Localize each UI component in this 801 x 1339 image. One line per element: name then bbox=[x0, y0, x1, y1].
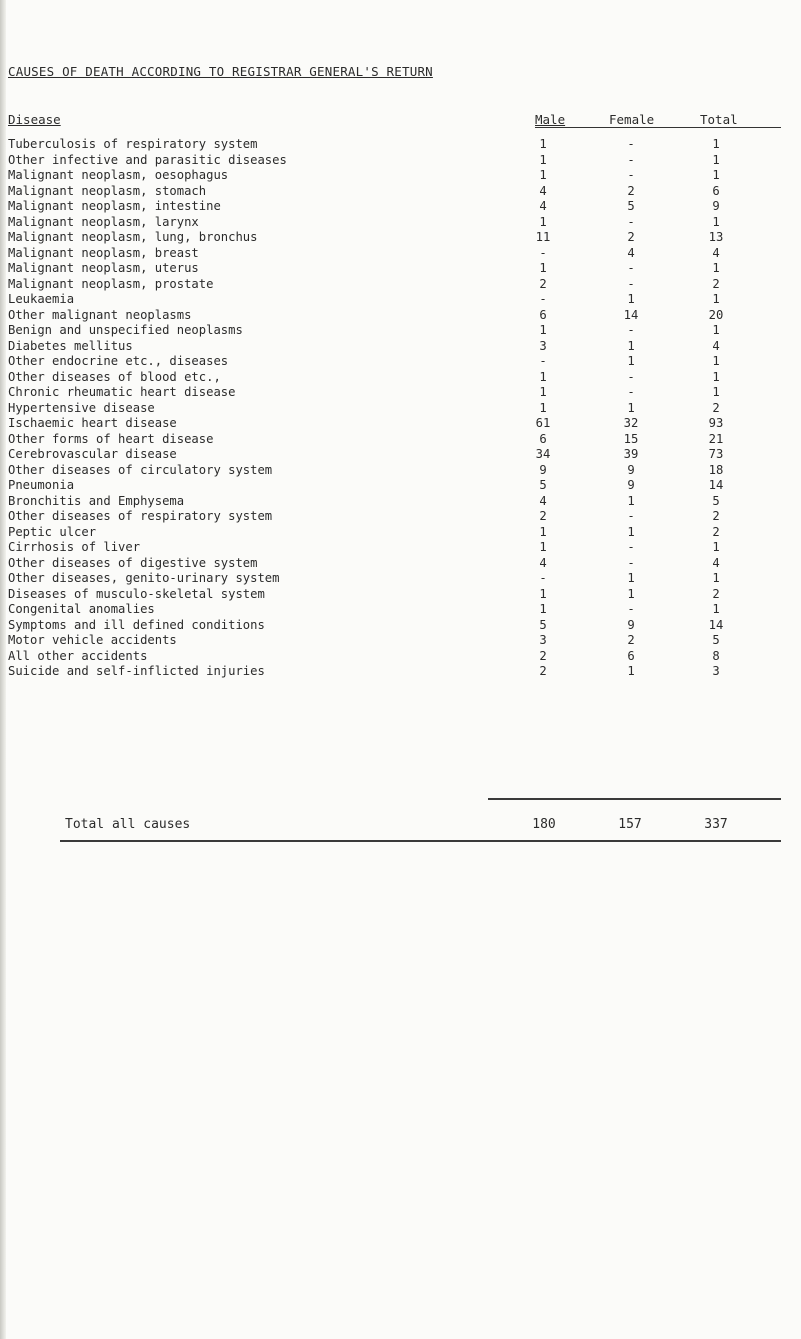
header-total: Total bbox=[700, 112, 738, 127]
total-count: 1 bbox=[712, 540, 720, 554]
male-count: 9 bbox=[539, 462, 547, 477]
total-female: 157 bbox=[618, 817, 642, 832]
male-count: 34 bbox=[535, 447, 551, 461]
female-count: 15 bbox=[623, 431, 639, 446]
total-separator-rule bbox=[488, 798, 781, 800]
female-count: 39 bbox=[623, 447, 639, 461]
female-count: 1 bbox=[627, 664, 635, 678]
male-count: 5 bbox=[539, 478, 547, 492]
total-count: 1 bbox=[712, 354, 720, 368]
female-count: - bbox=[627, 323, 635, 337]
total-count: 1 bbox=[712, 602, 720, 616]
male-count: 1 bbox=[539, 524, 547, 539]
cause-name: Malignant neoplasm, intestine bbox=[8, 199, 221, 213]
female-count: 2 bbox=[627, 230, 635, 244]
table-row bbox=[0, 199, 801, 215]
cause-name: Ischaemic heart disease bbox=[8, 416, 177, 430]
cause-name: Chronic rheumatic heart disease bbox=[8, 385, 236, 399]
total-count: 2 bbox=[712, 586, 720, 601]
female-count: 6 bbox=[627, 648, 635, 663]
cause-name: Other endocrine etc., diseases bbox=[8, 354, 229, 368]
total-count: 1 bbox=[712, 323, 720, 337]
total-count: 20 bbox=[708, 307, 724, 322]
total-count: 2 bbox=[712, 276, 720, 291]
cause-name: Diabetes mellitus bbox=[8, 338, 133, 353]
table-row bbox=[0, 246, 801, 262]
male-count: 1 bbox=[539, 168, 547, 182]
table-row bbox=[0, 354, 801, 370]
male-count: - bbox=[539, 292, 547, 306]
male-count: 4 bbox=[539, 555, 547, 570]
male-count: 5 bbox=[539, 617, 547, 632]
total-count: 1 bbox=[712, 152, 720, 167]
cause-name: Malignant neoplasm, lung, bronchus bbox=[8, 230, 258, 244]
male-count: 1 bbox=[539, 137, 547, 151]
male-count: 1 bbox=[539, 602, 547, 616]
cause-name: Other diseases of blood etc., bbox=[8, 369, 221, 384]
total-count: 4 bbox=[712, 338, 720, 353]
cause-name: Malignant neoplasm, prostate bbox=[8, 276, 214, 291]
cause-name: Hypertensive disease bbox=[8, 400, 155, 415]
table-row bbox=[0, 416, 801, 432]
female-count: 1 bbox=[627, 571, 635, 585]
male-count: 3 bbox=[539, 633, 547, 647]
cause-name: Symptoms and ill defined conditions bbox=[8, 617, 265, 632]
cause-name: Other diseases of digestive system bbox=[8, 555, 258, 570]
total-count: 93 bbox=[708, 416, 724, 430]
female-count: 4 bbox=[627, 245, 635, 260]
female-count: - bbox=[627, 385, 635, 399]
total-male: 180 bbox=[532, 817, 556, 832]
table-row bbox=[0, 556, 801, 572]
table-row bbox=[0, 633, 801, 649]
female-count: 5 bbox=[627, 199, 635, 213]
cause-name: Other forms of heart disease bbox=[8, 431, 214, 446]
total-count: 1 bbox=[712, 261, 720, 275]
total-count: 14 bbox=[708, 478, 724, 492]
header-underline bbox=[535, 127, 781, 128]
causes-table bbox=[0, 137, 801, 680]
cause-name: Malignant neoplasm, oesophagus bbox=[8, 168, 229, 182]
table-row bbox=[0, 401, 801, 417]
female-count: - bbox=[627, 540, 635, 554]
table-row bbox=[0, 618, 801, 634]
cause-name: Other diseases, genito-urinary system bbox=[8, 571, 280, 585]
female-count: 1 bbox=[627, 292, 635, 306]
total-label: Total all causes bbox=[65, 817, 191, 832]
table-row bbox=[0, 587, 801, 603]
cause-name: Cirrhosis of liver bbox=[8, 540, 141, 554]
table-row bbox=[0, 463, 801, 479]
male-count: - bbox=[539, 571, 547, 585]
table-row bbox=[0, 494, 801, 510]
female-count: - bbox=[627, 509, 635, 523]
male-count: 61 bbox=[535, 416, 551, 430]
total-count: 1 bbox=[712, 292, 720, 306]
cause-name: Diseases of musculo-skeletal system bbox=[8, 586, 265, 601]
male-count: 4 bbox=[539, 183, 547, 198]
total-count: 21 bbox=[708, 431, 724, 446]
table-row bbox=[0, 385, 801, 401]
female-count: 1 bbox=[627, 354, 635, 368]
female-count: - bbox=[627, 261, 635, 275]
table-row bbox=[0, 292, 801, 308]
total-count: 4 bbox=[712, 245, 720, 260]
female-count: - bbox=[627, 602, 635, 616]
male-count: 2 bbox=[539, 509, 547, 523]
cause-name: Malignant neoplasm, uterus bbox=[8, 261, 199, 275]
table-row bbox=[0, 261, 801, 277]
total-count: 5 bbox=[712, 633, 720, 647]
cause-name: Benign and unspecified neoplasms bbox=[8, 323, 243, 337]
total-count: 4 bbox=[712, 555, 720, 570]
total-count: 1 bbox=[712, 369, 720, 384]
total-count: 1 bbox=[712, 214, 720, 229]
female-count: - bbox=[627, 369, 635, 384]
cause-name: Tuberculosis of respiratory system bbox=[8, 137, 258, 151]
total-count: 2 bbox=[712, 400, 720, 415]
table-row bbox=[0, 432, 801, 448]
total-count: 9 bbox=[712, 199, 720, 213]
table-row bbox=[0, 230, 801, 246]
female-count: - bbox=[627, 168, 635, 182]
total-count: 14 bbox=[708, 617, 724, 632]
cause-name: All other accidents bbox=[8, 648, 148, 663]
total-count: 3 bbox=[712, 664, 720, 678]
header-male: Male bbox=[535, 112, 566, 127]
cause-name: Congenital anomalies bbox=[8, 602, 155, 616]
table-row bbox=[0, 664, 801, 680]
male-count: 1 bbox=[539, 385, 547, 399]
male-count: 11 bbox=[535, 230, 551, 244]
female-count: 2 bbox=[627, 183, 635, 198]
total-count: 1 bbox=[712, 571, 720, 585]
cause-name: Bronchitis and Emphysema bbox=[8, 493, 185, 508]
female-count: 1 bbox=[627, 400, 635, 415]
male-count: 1 bbox=[539, 261, 547, 275]
female-count: 2 bbox=[627, 633, 635, 647]
female-count: 1 bbox=[627, 338, 635, 353]
total-count: 6 bbox=[712, 183, 720, 198]
cause-name: Motor vehicle accidents bbox=[8, 633, 177, 647]
total-count: 18 bbox=[708, 462, 724, 477]
cause-name: Cerebrovascular disease bbox=[8, 447, 177, 461]
male-count: 2 bbox=[539, 276, 547, 291]
total-count: 2 bbox=[712, 509, 720, 523]
female-count: - bbox=[627, 276, 635, 291]
total-count: 2 bbox=[712, 524, 720, 539]
cause-name: Other infective and parasitic diseases bbox=[8, 152, 287, 167]
header-disease: Disease bbox=[8, 112, 61, 127]
male-count: - bbox=[539, 354, 547, 368]
female-count: - bbox=[627, 152, 635, 167]
female-count: 9 bbox=[627, 462, 635, 477]
cause-name: Peptic ulcer bbox=[8, 524, 97, 539]
table-row bbox=[0, 478, 801, 494]
female-count: 9 bbox=[627, 478, 635, 492]
cause-name: Other malignant neoplasms bbox=[8, 307, 192, 322]
cause-name: Suicide and self-inflicted injuries bbox=[8, 664, 265, 678]
female-count: 1 bbox=[627, 524, 635, 539]
female-count: - bbox=[627, 555, 635, 570]
table-row bbox=[0, 308, 801, 324]
table-row bbox=[0, 137, 801, 153]
table-row bbox=[0, 323, 801, 339]
female-count: 14 bbox=[623, 307, 639, 322]
table-row bbox=[0, 215, 801, 231]
female-count: - bbox=[627, 137, 635, 151]
male-count: 1 bbox=[539, 540, 547, 554]
header-female: Female bbox=[609, 112, 655, 127]
cause-name: Other diseases of circulatory system bbox=[8, 462, 273, 477]
total-count: 8 bbox=[712, 648, 720, 663]
cause-name: Malignant neoplasm, stomach bbox=[8, 183, 207, 198]
table-row bbox=[0, 509, 801, 525]
male-count: 6 bbox=[539, 307, 547, 322]
total-count: 5 bbox=[712, 493, 720, 508]
male-count: 2 bbox=[539, 648, 547, 663]
male-count: 4 bbox=[539, 493, 547, 508]
table-row bbox=[0, 184, 801, 200]
female-count: 32 bbox=[623, 416, 639, 430]
table-row bbox=[0, 168, 801, 184]
table-row bbox=[0, 602, 801, 618]
male-count: 3 bbox=[539, 338, 547, 353]
total-count: 1 bbox=[712, 168, 720, 182]
female-count: 1 bbox=[627, 586, 635, 601]
male-count: 1 bbox=[539, 400, 547, 415]
female-count: 1 bbox=[627, 493, 635, 508]
table-row bbox=[0, 277, 801, 293]
table-row bbox=[0, 525, 801, 541]
table-row bbox=[0, 571, 801, 587]
male-count: 1 bbox=[539, 214, 547, 229]
total-row bbox=[0, 817, 801, 833]
male-count: 1 bbox=[539, 152, 547, 167]
cause-name: Other diseases of respiratory system bbox=[8, 509, 273, 523]
total-count: 13 bbox=[708, 230, 724, 244]
male-count: - bbox=[539, 245, 547, 260]
table-row bbox=[0, 153, 801, 169]
total-count: 1 bbox=[712, 137, 720, 151]
table-row bbox=[0, 339, 801, 355]
cause-name: Leukaemia bbox=[8, 292, 75, 306]
total-count: 73 bbox=[708, 447, 724, 461]
cause-name: Malignant neoplasm, larynx bbox=[8, 214, 199, 229]
female-count: - bbox=[627, 214, 635, 229]
male-count: 4 bbox=[539, 199, 547, 213]
male-count: 1 bbox=[539, 586, 547, 601]
male-count: 6 bbox=[539, 431, 547, 446]
cause-name: Pneumonia bbox=[8, 478, 75, 492]
table-row bbox=[0, 370, 801, 386]
total-count: 1 bbox=[712, 385, 720, 399]
total-total: 337 bbox=[704, 817, 728, 832]
female-count: 9 bbox=[627, 617, 635, 632]
table-row bbox=[0, 447, 801, 463]
table-row bbox=[0, 649, 801, 665]
table-row bbox=[0, 540, 801, 556]
cause-name: Malignant neoplasm, breast bbox=[8, 245, 199, 260]
male-count: 1 bbox=[539, 323, 547, 337]
male-count: 1 bbox=[539, 369, 547, 384]
document-title: CAUSES OF DEATH ACCORDING TO REGISTRAR GENERAL'S RETURN bbox=[8, 64, 433, 79]
bottom-rule bbox=[60, 840, 781, 842]
male-count: 2 bbox=[539, 664, 547, 678]
